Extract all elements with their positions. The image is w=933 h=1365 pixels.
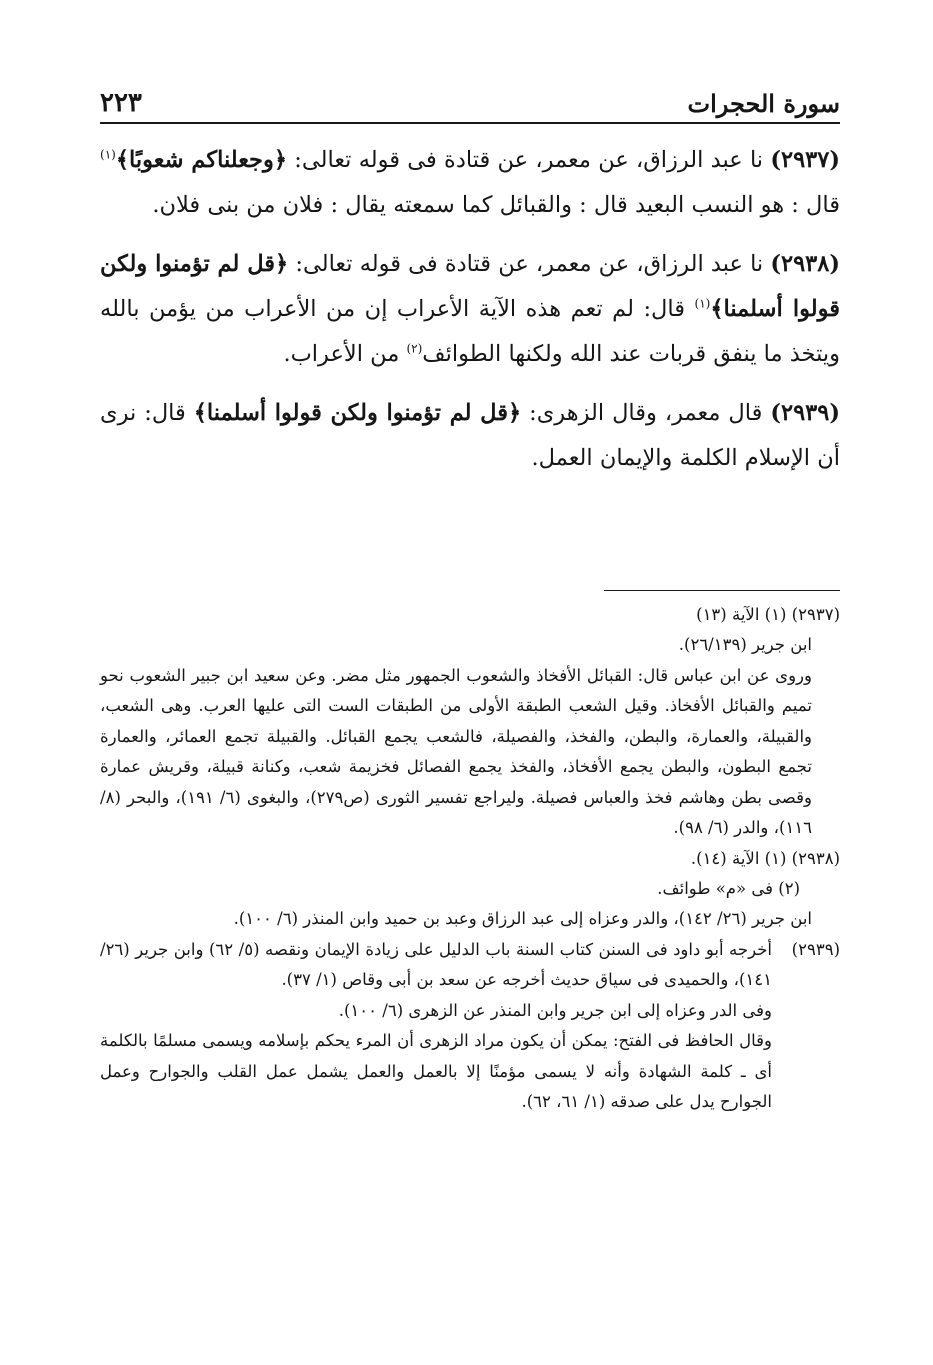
footnote-2939-line2: وفى الدر وعزاه إلى ابن جرير وابن المنذر عن الزهرى (٦/ ١٠٠).	[338, 1000, 772, 1020]
entry-text: قال: نرى أن الإسلام الكلمة والإيمان العمل.	[100, 400, 840, 471]
entry-intro: نا عبد الرزاق، عن معمر، عن قتادة فى قوله تعالى:	[288, 251, 771, 277]
page	[100, 82, 840, 495]
footnote-2939-number: (٢٩٣٩)	[791, 939, 840, 959]
footnote-marker: (١)	[100, 147, 116, 162]
entry-intro: نا عبد الرزاق، عن معمر، عن قتادة فى قوله تعالى:	[287, 147, 771, 173]
footnote-2939-line3: وقال الحافظ فى الفتح: يمكن أن يكون مراد الزهرى أن المرء يحكم بإسلامه ويسمى مسلمًا بالكلمة أى ـ كلمة الشهادة وأنه لا يسمى مؤمنًا إلا بالعمل والعمل يشمل عمل القلب والجوارح وعمل الجوارح يدل على صدقه (١/ ٦١، ٦٢).	[100, 1031, 772, 1111]
entry-2939	[100, 391, 840, 481]
entry-number: (٢٩٣٧)	[770, 147, 840, 173]
entry-intro: قال معمر، وقال الزهرى:	[521, 400, 771, 426]
entry-2938	[100, 242, 840, 377]
main-text	[100, 138, 840, 481]
footnote-2937-body: وروى عن ابن عباس قال: القبائل الأفخاذ والشعوب الجمهور مثل مضر. وعن سعيد ابن جبير الشعوب نحو تميم والقبائل الأفخاذ. وقيل الشعب الطبقة الأولى من الطبقات الست التى عليها العرب. وهى الشعب، والقبيلة، والعمارة، والبطن، والفخذ، والفصيلة، فالشعب يجمع القبائل. والقبيلة تجمع العمائر، والعمارة تجمع البطون، والبطن يجمع الأفخاذ، والفخذ يجمع الفصائل فخزيمة شعب، وكنانة قبيلة، وقريش عمارة وقصى بطن وهاشم فخذ والعباس فصيلة. وليراجع تفسير الثورى (ص٢٧٩)، والبغوى (٦/ ١٩١)، والبحر (٨/ ١١٦)، والدر (٦/ ٩٨).	[100, 665, 812, 837]
entry-text: قال : هو النسب البعيد قال : والقبائل كما سمعته يقال : فلان من بنى فلان.	[152, 192, 840, 218]
footnote-2939	[100, 935, 840, 1118]
page-number: ٢٢٣	[100, 88, 142, 118]
footnote-2938-body: ابن جرير (٢٦/ ١٤٢)، والدر وعزاه إلى عبد الرزاق وعبد بن حميد وابن المنذر (٦/ ١٠٠).	[233, 909, 812, 928]
footnote-2939-body: أخرجه أبو داود فى السنن كتاب السنة باب الدليل على زيادة الإيمان ونقصه (٥/ ٦٢) وابن جرير (٢٦/ ١٤١)، والحميدى فى سياق حديث أخرجه عن سعد بن أبى وقاص (١/ ٣٧).	[100, 939, 772, 989]
footnote-2939-content	[100, 935, 772, 1118]
footnote-2937-line: ابن جرير (٢٦/١٣٩).	[678, 635, 812, 654]
quran-quote: ﴿قل لم تؤمنوا ولكن قولوا أسلمنا﴾	[100, 251, 840, 322]
entry-text: من الأعراب.	[283, 341, 407, 367]
footnote-2938-sub: (٢) فى «م» طوائف.	[657, 878, 800, 898]
footnote-marker: (١)	[694, 296, 711, 311]
footnotes	[100, 600, 840, 1118]
footnote-divider	[604, 590, 840, 591]
entry-2937	[100, 138, 840, 228]
quran-quote: ﴿قل لم تؤمنوا ولكن قولوا أسلمنا﴾	[193, 400, 522, 426]
footnote-2937-head: (٢٩٣٧) (١) الآية (١٣)	[696, 605, 840, 624]
quran-quote: ﴿وجعلناكم شعوبًا﴾	[115, 147, 288, 173]
entry-number: (٢٩٣٩)	[770, 400, 840, 426]
running-header	[100, 82, 840, 124]
entry-number: (٢٩٣٨)	[770, 251, 840, 277]
entry-text: قال: لم تعم هذه الآية الأعراب إن من الأعراب من يؤمن بالله ويتخذ ما ينفق قربات عند الله ولكنها الطوائف	[100, 296, 840, 367]
footnote-marker: (٢)	[406, 341, 423, 356]
footnote-2938-head: (٢٩٣٨) (١) الآية (١٤).	[690, 848, 840, 868]
surah-title: سورة الحجرات	[687, 89, 840, 118]
